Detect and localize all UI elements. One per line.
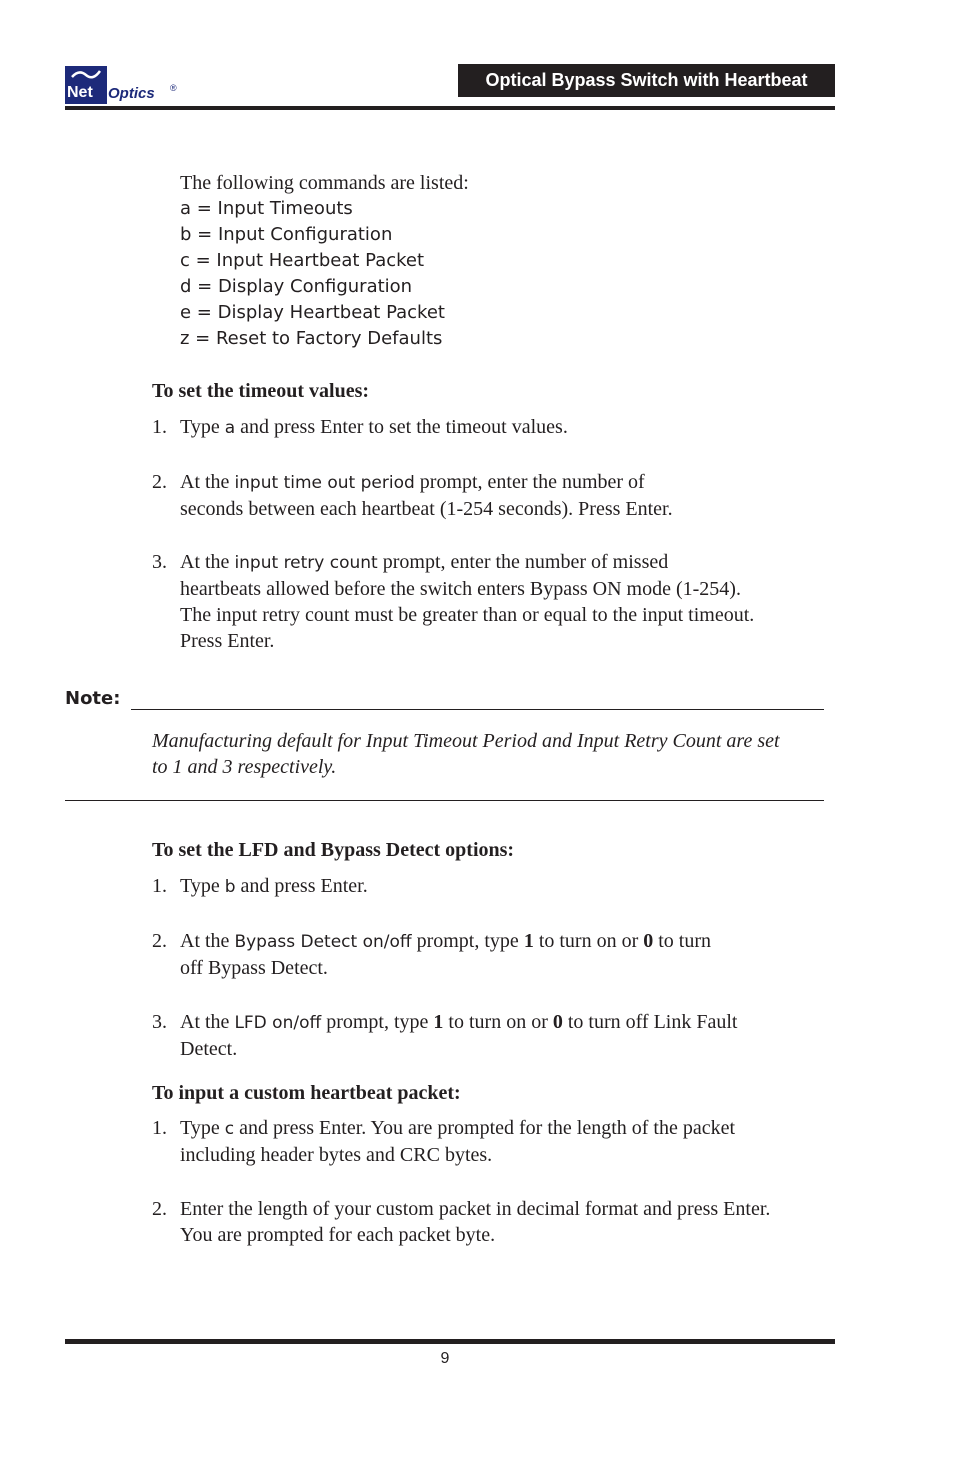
command-list (180, 196, 445, 352)
lfd-step2 (180, 928, 711, 981)
lfd-step3 (180, 1009, 737, 1062)
step-text: to turn (653, 930, 712, 952)
packet-step2-number: 2. (152, 1198, 167, 1220)
lfd-step1-number: 1. (152, 875, 167, 897)
timeout-step2-number: 2. (152, 471, 167, 493)
packet-heading: To input a custom heartbeat packet: (152, 1082, 461, 1104)
footer-rule (65, 1339, 835, 1344)
command-item-b: b = Input Configuration (180, 224, 393, 245)
logo-net-text: Net (67, 84, 93, 101)
prompt-name: input retry count (234, 553, 378, 573)
step-text: At the (180, 551, 235, 573)
logo-optics-text: Optics (108, 85, 155, 102)
lfd-step1 (180, 873, 368, 900)
intro-text: The following commands are listed: (180, 172, 469, 194)
note-line: Manufacturing default for Input Timeout Period and Input Retry Count are set (152, 730, 780, 752)
command-key: c (224, 1119, 235, 1139)
note-label: Note: (65, 688, 121, 709)
logo-registered-mark: ® (170, 83, 177, 93)
step-text: seconds between each heartbeat (1-254 seconds). Press Enter. (180, 498, 673, 520)
value-off: 0 (552, 1011, 563, 1033)
step-text: Type (180, 875, 225, 897)
lfd-step3-number: 3. (152, 1011, 167, 1033)
step-text: At the (180, 471, 235, 493)
step-text: and press Enter. (235, 875, 368, 897)
prompt-name: input time out period (234, 473, 415, 493)
step-text: Press Enter. (180, 630, 275, 652)
step-text: prompt, type (411, 930, 524, 952)
header-title: Optical Bypass Switch with Heartbeat (485, 70, 808, 90)
step-text: You are prompted for each packet byte. (180, 1224, 496, 1246)
timeout-heading: To set the timeout values: (152, 380, 370, 402)
command-key: a (224, 418, 236, 438)
command-key: b (224, 877, 236, 897)
value-off: 0 (643, 930, 654, 952)
step-text: prompt, type (321, 1011, 434, 1033)
step-text: Enter the length of your custom packet in decimal format and press Enter. (180, 1198, 771, 1220)
value-on: 1 (433, 1011, 444, 1033)
command-item-a: a = Input Timeouts (180, 198, 353, 219)
timeout-step1 (180, 414, 568, 441)
timeout-step3 (180, 549, 754, 654)
note-bottom-rule (65, 800, 824, 801)
header-rule (65, 106, 835, 110)
timeout-step2 (180, 469, 673, 522)
command-item-e: e = Display Heartbeat Packet (180, 302, 445, 323)
command-item-d: d = Display Configuration (180, 276, 413, 297)
step-text: At the (180, 1011, 235, 1033)
note-text (152, 728, 780, 780)
value-on: 1 (523, 930, 534, 952)
packet-step2 (180, 1196, 770, 1248)
step-text: including header bytes and CRC bytes. (180, 1144, 493, 1166)
command-item-z: z = Reset to Factory Defaults (180, 328, 443, 349)
prompt-name: LFD on/off (234, 1013, 322, 1033)
lfd-step2-number: 2. (152, 930, 167, 952)
note-line: to 1 and 3 respectively. (152, 756, 337, 778)
step-text: prompt, enter the number of (414, 471, 645, 493)
prompt-name: Bypass Detect on/off (234, 932, 412, 952)
step-text: to turn off Link Fault (562, 1011, 738, 1033)
step-text: Type (180, 416, 225, 438)
step-text: prompt, enter the number of missed (377, 551, 669, 573)
step-text: At the (180, 930, 235, 952)
step-text: Detect. (180, 1038, 238, 1060)
step-text: and press Enter. You are prompted for the length of the packet (234, 1117, 736, 1139)
packet-step1 (180, 1115, 735, 1168)
timeout-step1-number: 1. (152, 416, 167, 438)
step-text: off Bypass Detect. (180, 957, 328, 979)
step-text: Type (180, 1117, 225, 1139)
step-text: to turn on or (443, 1011, 553, 1033)
command-item-c: c = Input Heartbeat Packet (180, 250, 425, 271)
wave-icon (70, 67, 102, 81)
step-text: and press Enter to set the timeout values. (235, 416, 568, 438)
lfd-heading: To set the LFD and Bypass Detect options: (152, 839, 515, 861)
timeout-step3-number: 3. (152, 551, 167, 573)
step-text: The input retry count must be greater than or equal to the input timeout. (180, 604, 755, 626)
page-number: 9 (440, 1350, 450, 1367)
step-text: heartbeats allowed before the switch enters Bypass ON mode (1-254). (180, 578, 741, 600)
note-top-rule (131, 709, 824, 710)
packet-step1-number: 1. (152, 1117, 167, 1139)
step-text: to turn on or (533, 930, 644, 952)
